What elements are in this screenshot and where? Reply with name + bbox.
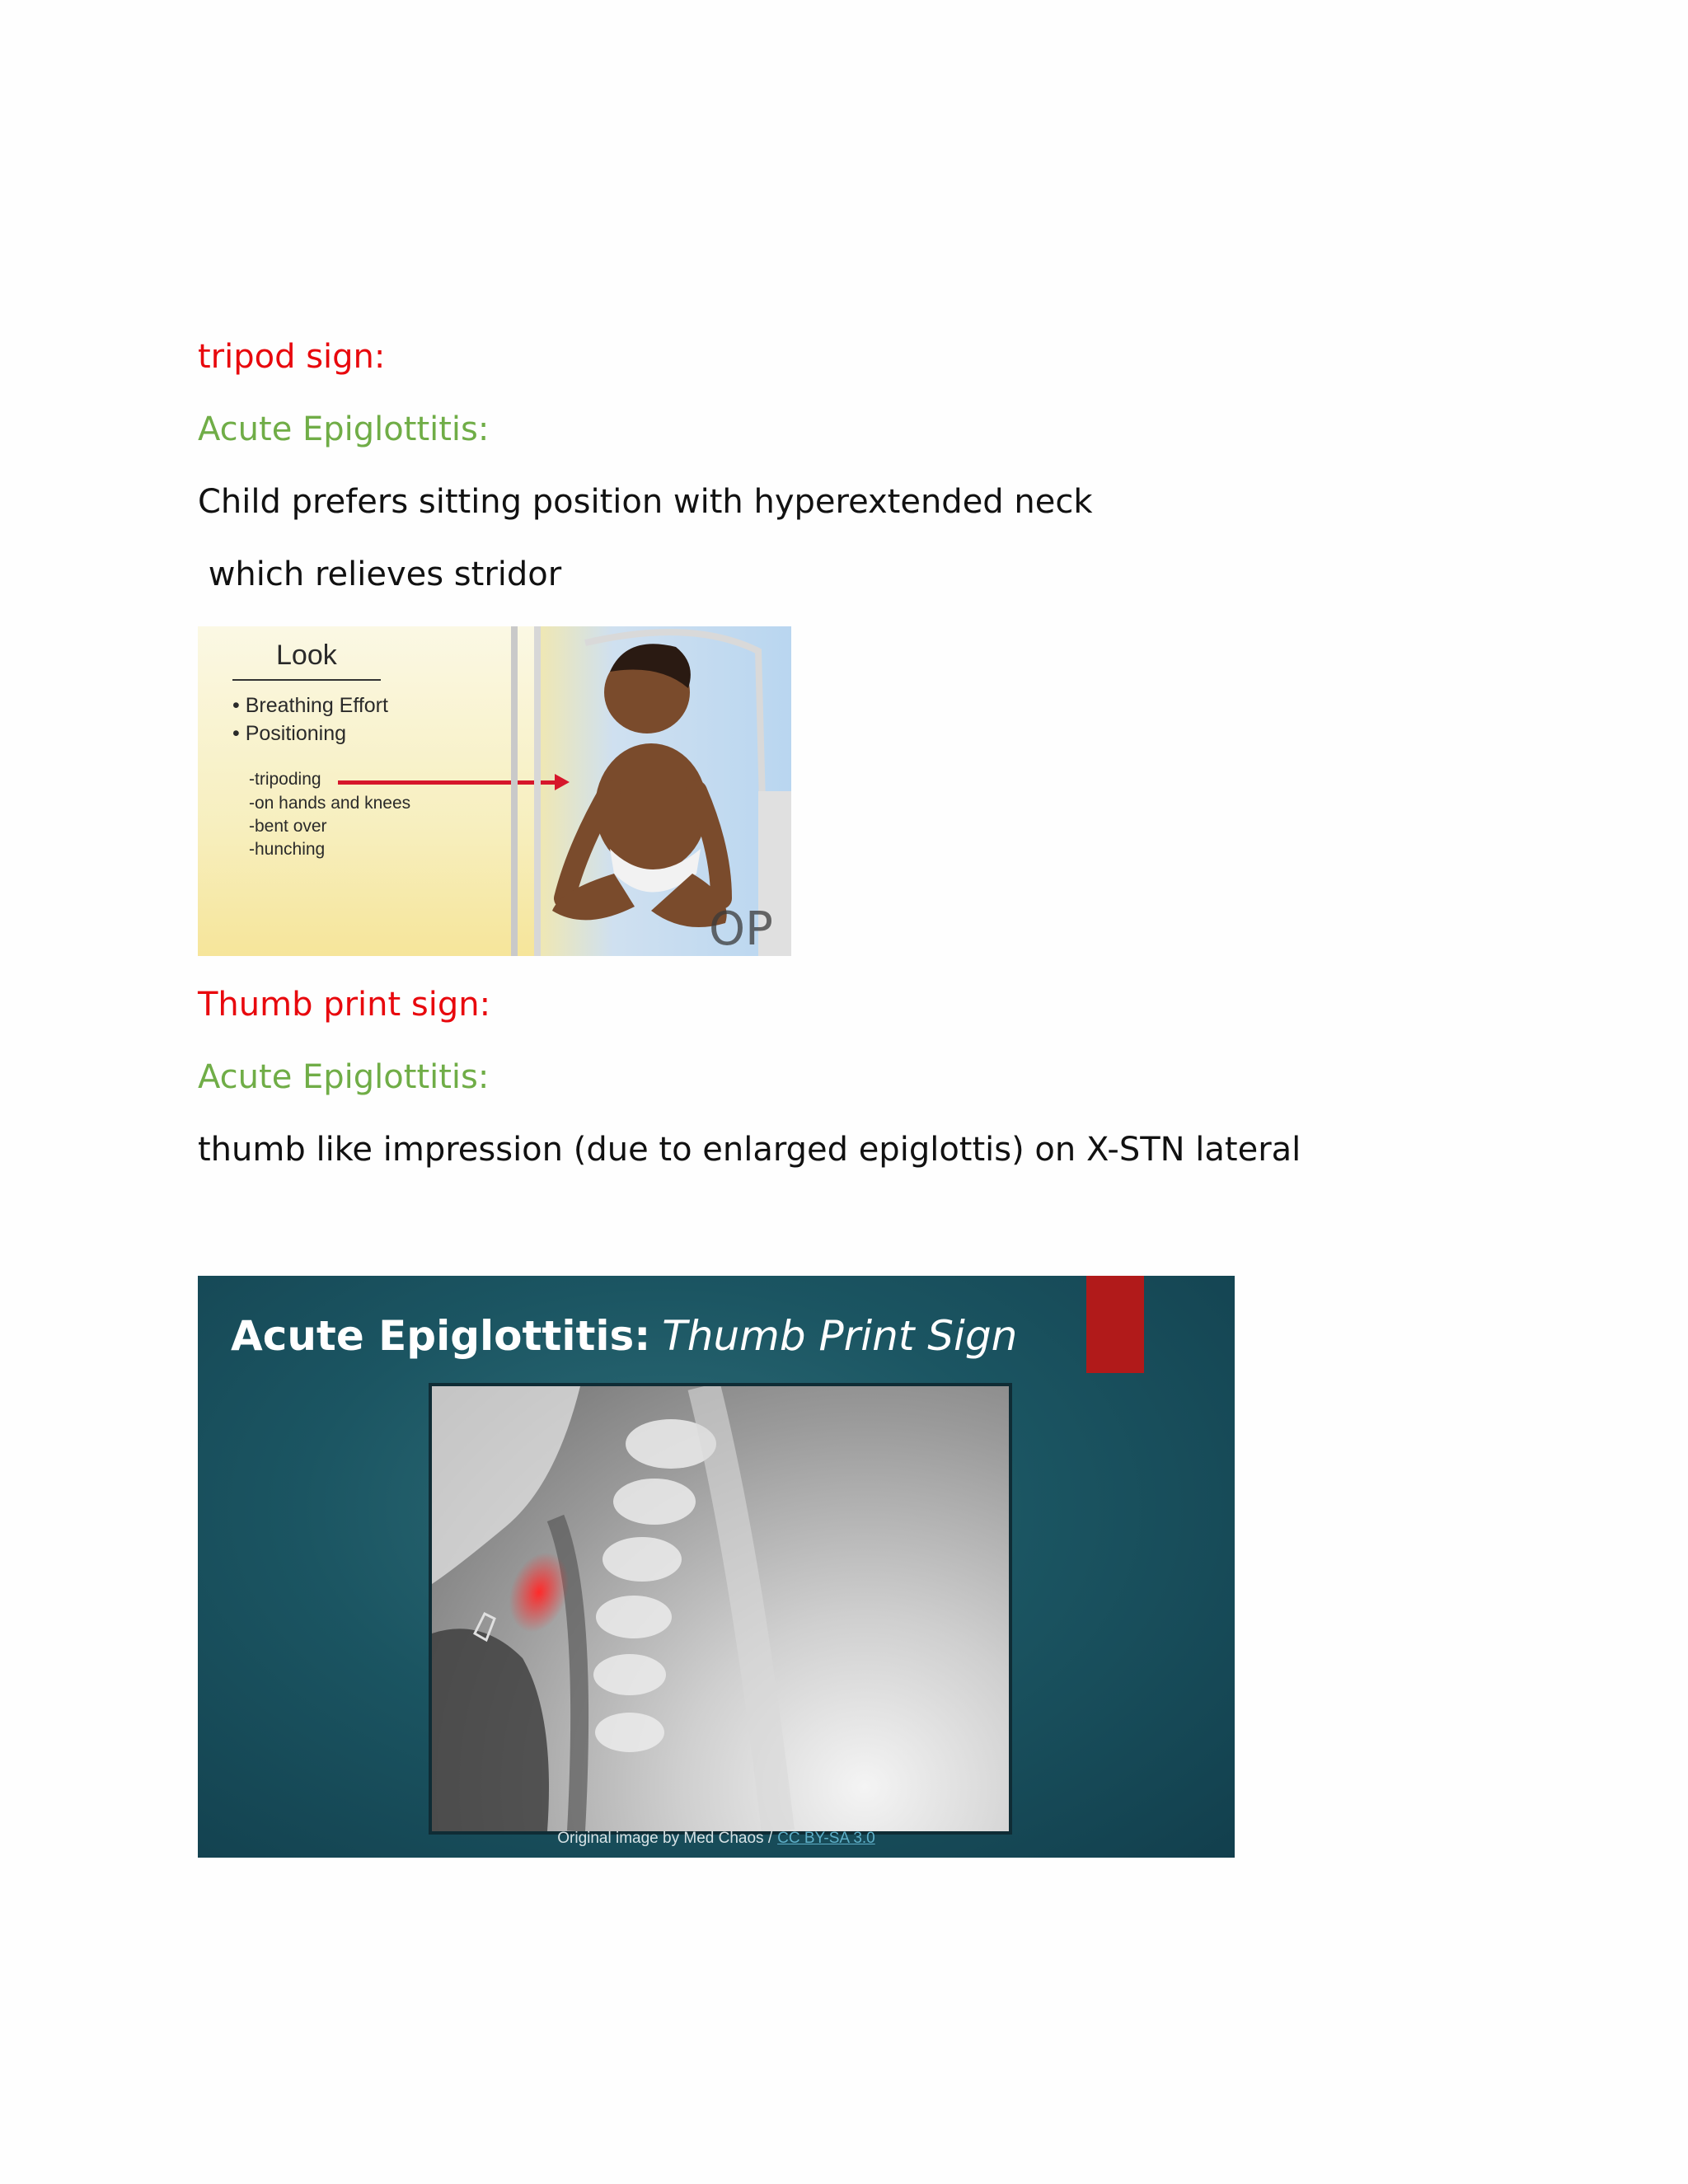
divider — [232, 679, 381, 681]
look-panel — [198, 626, 536, 956]
sub-item: -tripoding — [249, 770, 321, 789]
subheading-acute-epiglottitis: Acute Epiglottitis: — [198, 1058, 490, 1096]
sub-item: -bent over — [249, 817, 327, 836]
license-link[interactable]: CC BY-SA 3.0 — [777, 1830, 875, 1847]
tripod-illustration — [198, 626, 791, 956]
heading-thumb-print-sign: Thumb print sign: — [198, 986, 491, 1024]
sub-item: -hunching — [249, 840, 326, 859]
slide-title-bold: Acute Epiglottitis: — [231, 1312, 651, 1360]
slide-title — [231, 1312, 1017, 1360]
lateral-neck-xray — [429, 1383, 1012, 1835]
body-line: thumb like impression (due to enlarged epiglottis) on X-STN lateral — [198, 1131, 1301, 1169]
heading-tripod-sign: tripod sign: — [198, 338, 386, 376]
bullet-item: • Positioning — [232, 722, 347, 745]
slide-title-italic: Thumb Print Sign — [662, 1312, 1018, 1360]
sub-item: -on hands and knees — [249, 794, 411, 813]
bullet-item: • Breathing Effort — [232, 694, 388, 717]
watermark-logo: OP — [709, 902, 773, 956]
body-line: which relieves stridor — [198, 555, 562, 593]
subheading-acute-epiglottitis: Acute Epiglottitis: — [198, 410, 490, 448]
red-accent-bar — [1086, 1276, 1144, 1373]
slide-caption — [198, 1830, 1235, 1848]
look-title: Look — [276, 640, 337, 671]
caption-text: Original image by Med Chaos / — [557, 1830, 773, 1847]
xray-image — [432, 1386, 1009, 1831]
body-line: Child prefers sitting position with hyperextended neck — [198, 483, 1093, 521]
thumb-print-slide — [198, 1276, 1235, 1858]
